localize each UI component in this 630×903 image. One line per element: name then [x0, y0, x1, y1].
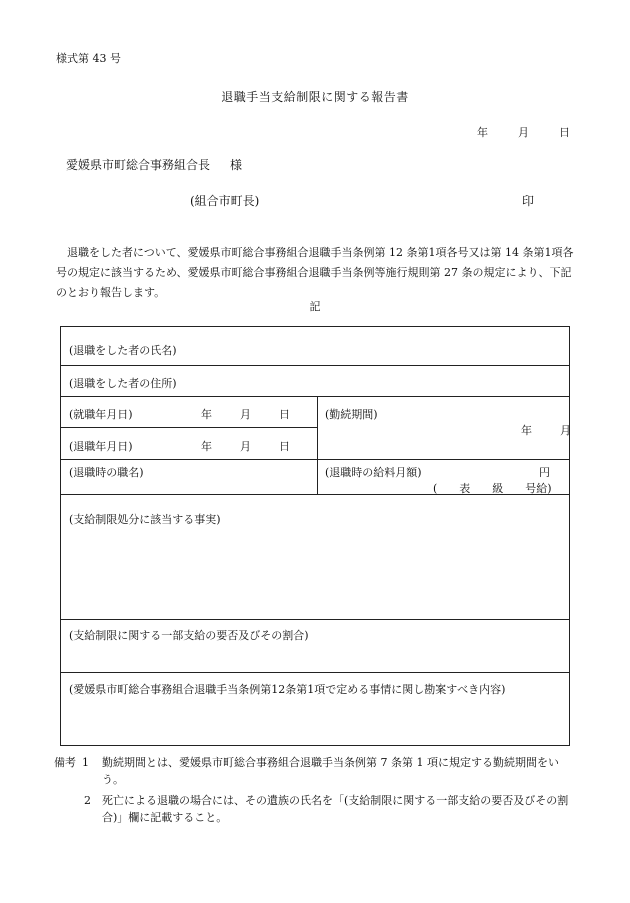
remark-text: 死亡による退職の場合には、その遺族の氏名を「(支給制限に関する一部支給の要否及びその割合)」欄に記載すること。: [102, 794, 569, 824]
remark-number: 2: [84, 794, 91, 807]
addressee-name: 愛媛県市町総合事務組合長: [66, 158, 211, 172]
remark-number: 1: [82, 756, 89, 769]
remark-text: 勤続期間とは、愛媛県市町総合事務組合退職手当条例第 7 条第 1 項に規定する勤続期間をいう。: [102, 756, 559, 786]
row-divider: [61, 672, 569, 673]
service-years-unit: 年: [521, 424, 532, 437]
column-divider: [317, 396, 318, 494]
document-title: 退職手当支給制限に関する報告書: [221, 90, 409, 104]
row-divider: [61, 396, 569, 397]
retirement-month: 月: [240, 440, 251, 453]
retirement-year: 年: [201, 440, 212, 453]
row-divider: [61, 619, 569, 620]
address-field[interactable]: (退職をした者の住所): [69, 377, 177, 390]
service-period-label: (勤続期間): [325, 408, 378, 421]
addressee: [66, 156, 242, 173]
position-field[interactable]: (退職時の職名): [69, 466, 144, 479]
date-day: 日: [559, 126, 570, 139]
employment-month: 月: [240, 408, 251, 421]
retirement-date-field[interactable]: [201, 438, 290, 454]
name-field[interactable]: (退職をした者の氏名): [69, 344, 177, 357]
considerations-field[interactable]: (愛媛県市町総合事務組合退職手当条例第12条第1項で定める事情に関し勘案すべき内容): [69, 683, 506, 696]
ki-heading: 記: [309, 300, 321, 313]
facts-field[interactable]: (支給制限処分に該当する事実): [69, 513, 221, 526]
remark-item: [54, 754, 579, 788]
report-form-table: [60, 326, 570, 746]
partial-payment-field[interactable]: (支給制限に関する一部支給の要否及びその割合): [69, 629, 309, 642]
row-divider: [61, 459, 569, 460]
remark-item: [54, 792, 579, 826]
form-number: 様式第 43 号: [56, 52, 121, 65]
employment-day: 日: [279, 408, 290, 421]
date-month: 月: [518, 126, 529, 139]
seal-mark: 印: [522, 194, 535, 208]
salary-label: (退職時の給料月額): [325, 466, 422, 479]
row-divider: [61, 365, 569, 366]
addressee-honorific: 様: [230, 158, 243, 172]
sender-title: (組合市町長): [190, 194, 260, 208]
row-divider: [61, 427, 317, 428]
remarks: [54, 754, 579, 830]
employment-date-field[interactable]: [201, 406, 290, 422]
service-period-field[interactable]: [521, 422, 571, 438]
service-months-unit: 月: [560, 424, 571, 437]
employment-year: 年: [201, 408, 212, 421]
salary-unit[interactable]: 円: [539, 466, 550, 479]
body-paragraph: 退職をした者について、愛媛県市町総合事務組合退職手当条例第 12 条第1項各号又は第 14 条第1項各号の規定に該当するため、愛媛県市町総合事務組合退職手当条例等施行規則第 27 条の規定により、下記のとおり報告します。: [56, 246, 574, 299]
retirement-date-label: (退職年月日): [69, 440, 133, 453]
retirement-day: 日: [279, 440, 290, 453]
salary-grade-field[interactable]: ( 表 級 号給): [433, 482, 552, 495]
date-year: 年: [477, 126, 488, 139]
report-date: [477, 124, 570, 140]
employment-date-label: (就職年月日): [69, 408, 133, 421]
remarks-lead: 備考: [54, 756, 76, 769]
